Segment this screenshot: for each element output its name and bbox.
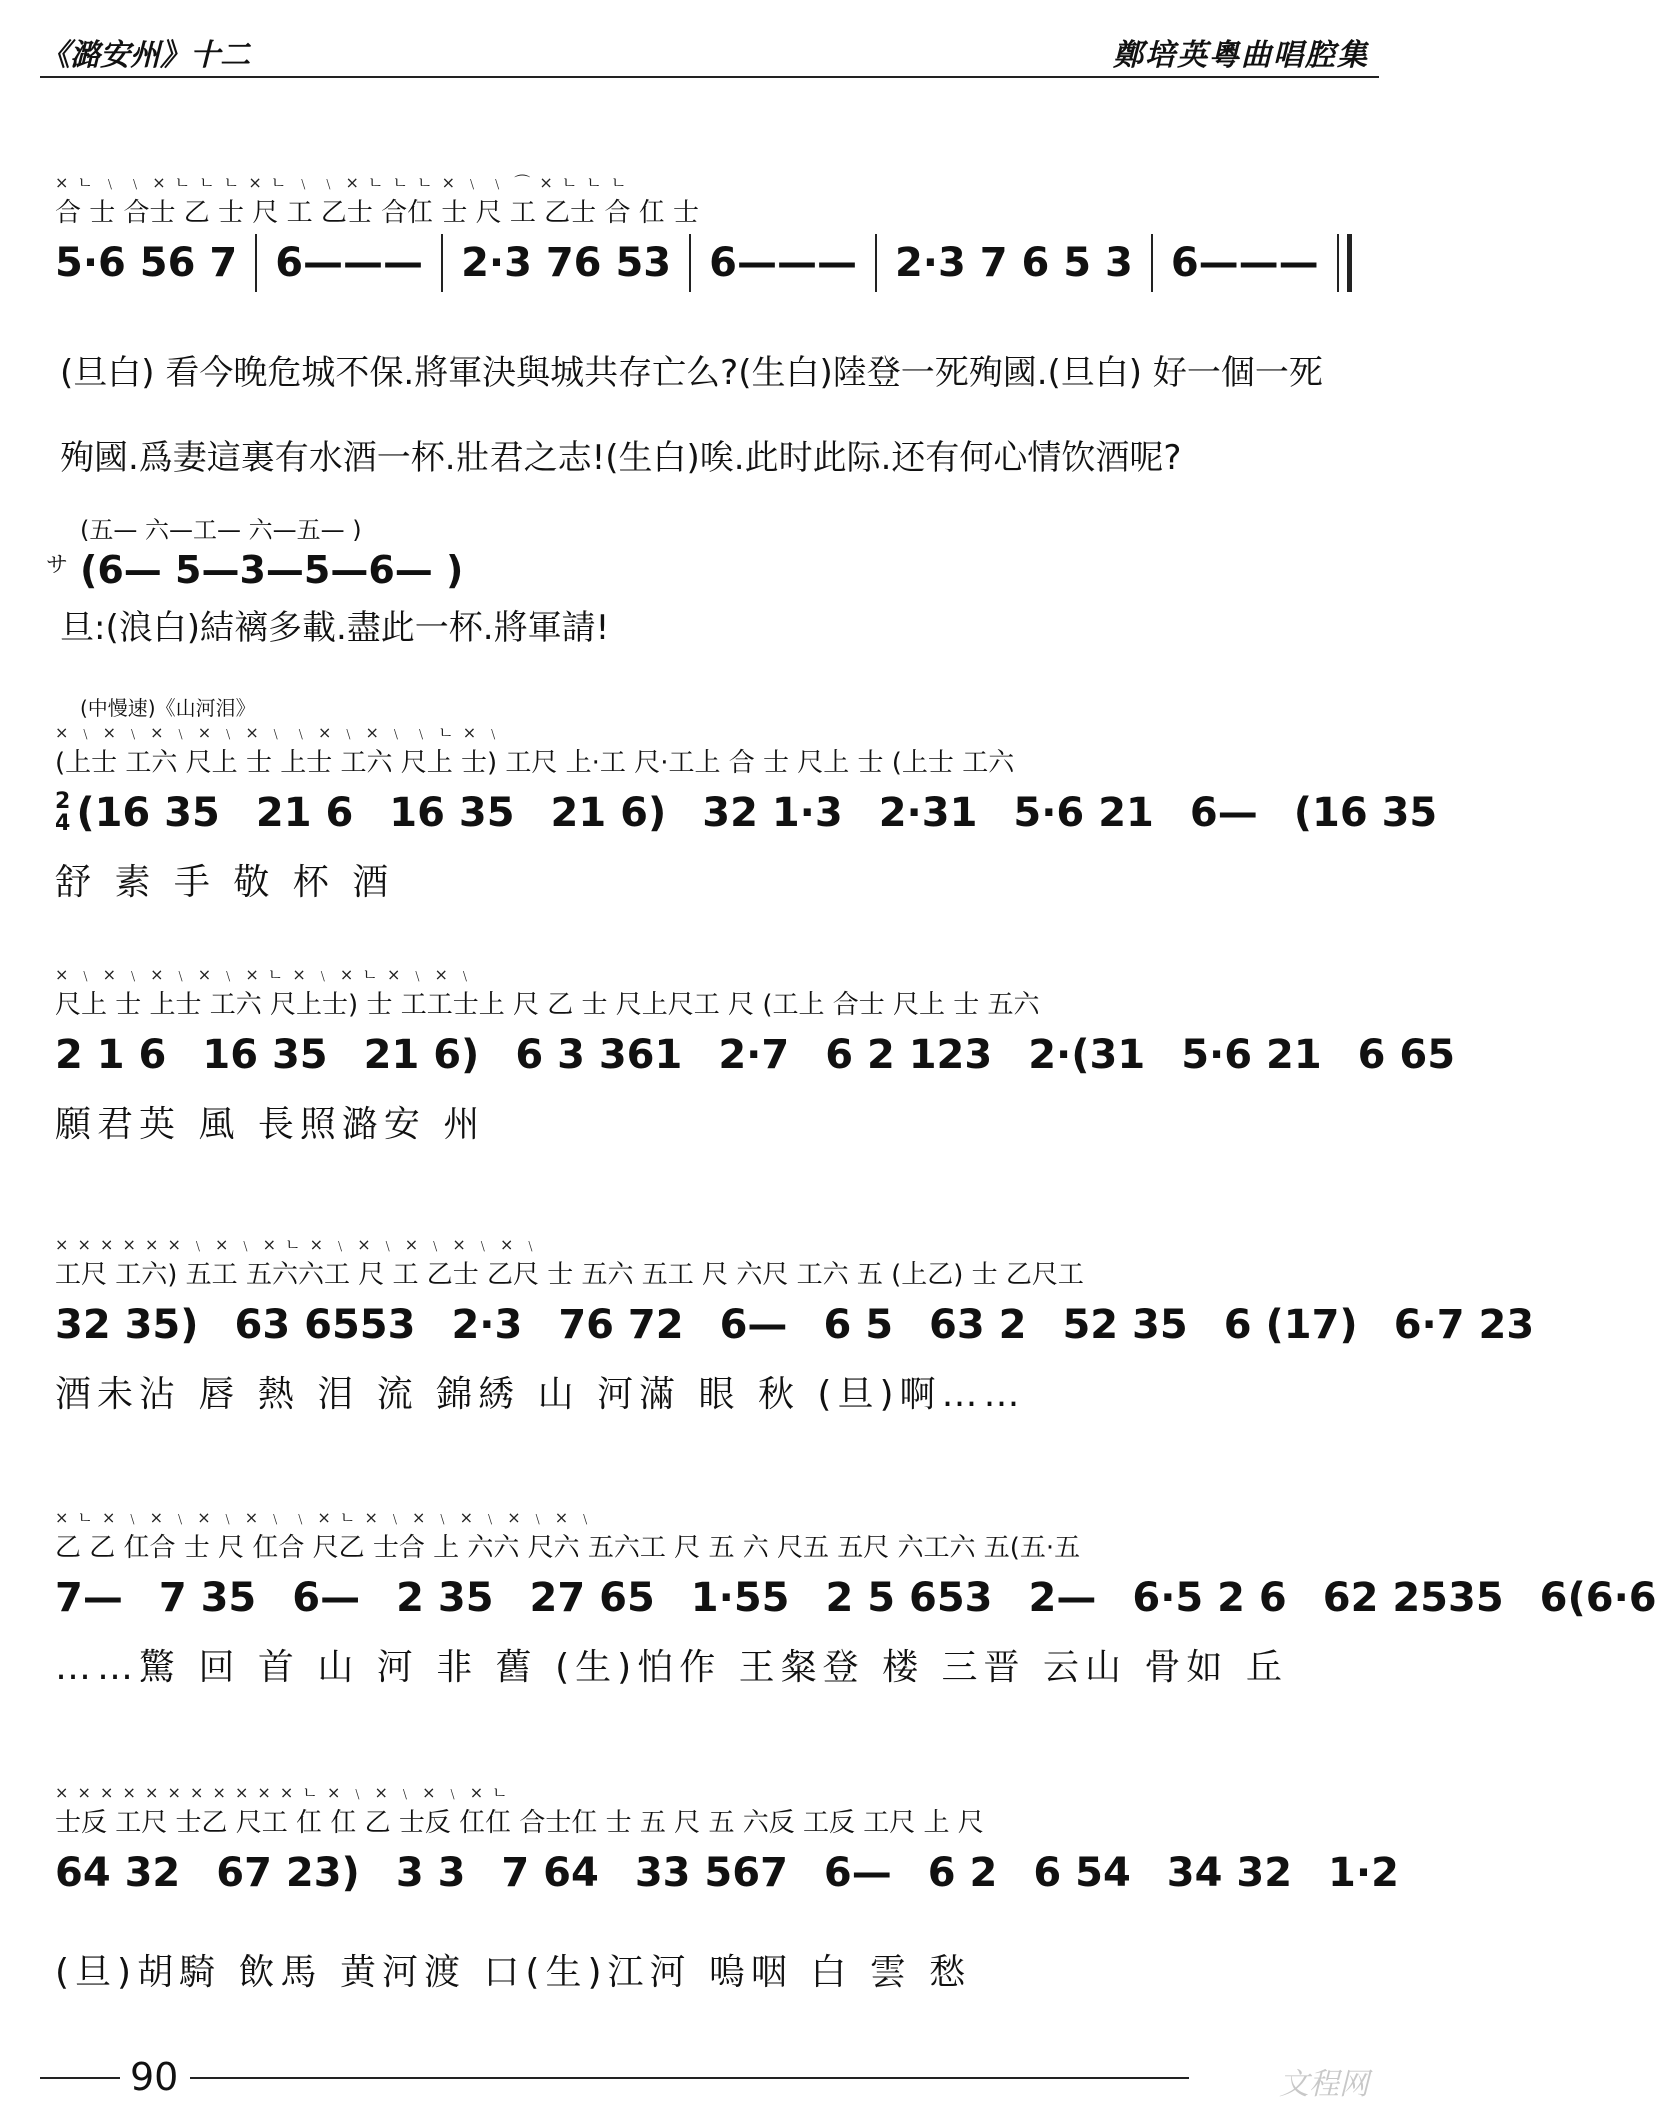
gongche-line-1: 合 士 合士 乙 士 尺 工 乙士 合仜 士 尺 工 乙士 合 仜 士 <box>55 198 699 228</box>
measure: 5·6 21 <box>1013 790 1154 836</box>
measure: 6— <box>1189 790 1258 836</box>
measure: 6— <box>292 1575 361 1621</box>
measure: 6 54 <box>1033 1850 1131 1896</box>
header-rule <box>40 76 1379 78</box>
measure: 21 6) <box>550 790 667 836</box>
lyrics-line-3: 願君英 風 長照潞安 州 <box>55 1104 486 1145</box>
measure: 27 65 <box>529 1575 655 1621</box>
intro-gongche: (五— 六—工— 六—五— ) <box>80 516 362 544</box>
measure: 2 5 653 <box>825 1575 993 1621</box>
header-title: 《潞安州》十二 <box>40 38 250 73</box>
measure: 21 6) <box>363 1032 480 1078</box>
time-signature: 2 4 <box>55 789 71 836</box>
footer-rule <box>190 2077 1189 2079</box>
gongche-line-4: 工尺 工六) 五工 五六六工 尺 工 乙士 乙尺 士 五六 五工 尺 六尺 工六 五 (上乙) 士 乙尺工 <box>55 1260 1084 1290</box>
measure: 6 3 361 <box>515 1032 683 1078</box>
measure: 5·6 21 <box>1181 1032 1322 1078</box>
sanban-mark: サ <box>46 553 69 578</box>
measure: 6 65 <box>1357 1032 1456 1078</box>
measure: 6 2 123 <box>825 1032 993 1078</box>
gongche-line-2: (上士 工六 尺上 士 上士 工六 尺上 士) 工尺 上·工 尺·工上 合 士 尺上 士 (上士 工六 <box>55 748 1015 778</box>
measure: 3 3 <box>395 1850 466 1896</box>
score-system-3: × ﹨ × ﹨ × ﹨ × ﹨ × ㄴ × ﹨ × ㄴ × ﹨ × ﹨ 尺上 士 上士 工六 尺上士) 士 工工士上 尺 乙 士 尺上尺工 尺 (工上 合士 尺上 士 五六 2 1 6 16 35 21 6) 6 3 361 2·7 6 2 123 2·(31 5·6 21 6 65 願君英 風 長照潞安 州 <box>55 962 1369 1156</box>
measure: 6(6·6 <box>1539 1575 1657 1621</box>
measure: 1·2 <box>1328 1850 1399 1896</box>
ornament-marks: × ㄴ ﹨ ﹨ × ㄴ ㄴ ㄴ × ㄴ ﹨ ﹨ × ㄴ ㄴ ㄴ × ﹨ ﹨ ⌒ × ㄴ ㄴ ㄴ <box>55 173 629 192</box>
lyrics-line-6: (旦)胡騎 飲馬 黄河渡 口(生)江河 嗚咽 白 雲 愁 <box>55 1952 972 1993</box>
measure: 7 64 <box>501 1850 599 1896</box>
footer-rule <box>40 2077 120 2079</box>
measure: 63 6553 <box>234 1302 416 1348</box>
measure: 6 5 <box>823 1302 894 1348</box>
measure: 6 2 <box>927 1850 998 1896</box>
dialogue-line-2: 殉國.爲妻這裏有水酒一杯.壯君之志!(生白)唉.此时此际.还有何心情饮酒呢? <box>60 438 1182 478</box>
measure: 33 567 <box>634 1850 788 1896</box>
gongche-line-6: 士反 工尺 士乙 尺工 仜 仜 乙 士反 仜仜 合士仜 士 五 尺 五 六反 工反 工尺 上 尺 <box>55 1808 984 1838</box>
measure: 16 35 <box>202 1032 328 1078</box>
measure: 21 6 <box>255 790 354 836</box>
book-title: 鄭培英粵曲唱腔集 <box>1113 38 1369 73</box>
watermark: 文程网 <box>1279 2067 1369 2102</box>
measure: 2 35 <box>396 1575 494 1621</box>
measure: 6·5 2 6 <box>1132 1575 1287 1621</box>
measure: 7 35 <box>158 1575 257 1621</box>
measure: (16 35 <box>76 790 220 836</box>
measure: 76 72 <box>558 1302 684 1348</box>
measure: 6— <box>823 1850 892 1896</box>
measure: 2·3 <box>451 1302 523 1348</box>
gongche-line-3: 尺上 士 上士 工六 尺上士) 士 工工士上 尺 乙 士 尺上尺工 尺 (工上 合士 尺上 士 五六 <box>55 990 1040 1020</box>
measure: 2 1 6 <box>55 1032 167 1078</box>
measure: 7— <box>55 1575 123 1621</box>
notation-line-2 <box>55 782 1438 844</box>
measure: 6— <box>719 1302 788 1348</box>
measure: 52 35 <box>1062 1302 1188 1348</box>
notation-line-5 <box>55 1567 1657 1629</box>
measure: 6 (17) <box>1223 1302 1358 1348</box>
page-number: 90 <box>130 2055 179 2099</box>
score-system-1 <box>55 170 1369 294</box>
measure: 6——— <box>709 240 857 286</box>
measure: 67 23) <box>216 1850 360 1896</box>
measure: 1·55 <box>690 1575 790 1621</box>
tempo-marking: (中慢速)《山河泪》 <box>80 696 256 720</box>
measure: 34 32 <box>1166 1850 1293 1896</box>
measure: 32 1·3 <box>702 790 843 836</box>
measure: 6——— <box>275 240 424 286</box>
lyrics-line-2: 舒 素 手 敬 杯 酒 <box>55 862 395 903</box>
measure: 2— <box>1028 1575 1097 1621</box>
measure: (16 35 <box>1293 790 1438 836</box>
measure: 2·(31 <box>1028 1032 1146 1078</box>
notation-line-1 <box>55 232 1369 294</box>
measure: 5·6 56 7 <box>55 240 238 286</box>
measure: 2·7 <box>718 1032 790 1078</box>
measure: 16 35 <box>389 790 515 836</box>
measure: 2·3 76 53 <box>461 240 672 286</box>
intro-dialogue: 旦:(浪白)結褵多載.盡此一杯.將軍請! <box>60 608 610 648</box>
measure: 64 32 <box>55 1850 181 1896</box>
dialogue-line-1: (旦白) 看今晚危城不保.將軍決與城共存亡么?(生白)陸登一死殉國.(旦白) 好一個一死 <box>60 353 1323 393</box>
measure: 2·31 <box>878 790 978 836</box>
measure: 63 2 <box>929 1302 1027 1348</box>
measure: 62 2535 <box>1322 1575 1504 1621</box>
score-system-5: × ㄴ × ﹨ × ﹨ × ﹨ × ﹨ ﹨ × ㄴ × ﹨ × ﹨ × ﹨ × ﹨ × ﹨ 乙 乙 仜合 士 尺 仜合 尺乙 士合 上 六六 尺六 五六工 尺 五 六 尺五 五尺 六工六 五(五·五 7— 7 35 6— 2 35 27 65 1·55 2 5 653 2— 6·5 2 6 62 2535 6(6·6 ……驚 回 首 山 河 非 舊 (生)怕作 王粲登 楼 三晋 云山 骨如 丘 <box>55 1505 1369 1699</box>
notation-line-4 <box>55 1294 1535 1356</box>
measure: 32 35) <box>55 1302 199 1348</box>
page-footer <box>40 2055 1369 2102</box>
measure: 6——— <box>1170 240 1319 286</box>
gongche-line-5: 乙 乙 仜合 士 尺 仜合 尺乙 士合 上 六六 尺六 五六工 尺 五 六 尺五 五尺 六工六 五(五·五 <box>55 1533 1081 1563</box>
measure: 2·3 7 6 5 3 <box>894 240 1133 286</box>
intro-notation: (6— 5—3—5—6— ) <box>80 548 464 592</box>
score-system-6: × × × × × × × × × × × ㄴ × ﹨ × ﹨ × ﹨ × ㄴ 士反 工尺 士乙 尺工 仜 仜 乙 士反 仜仜 合士仜 士 五 尺 五 六反 工反 工尺 上 尺 64 32 67 23) 3 3 7 64 33 567 6— 6 2 6 54 34 32 1·2 (旦)胡騎 飲馬 黄河渡 口(生)江河 嗚咽 白 雲 愁 <box>55 1780 1369 2004</box>
notation-line-6 <box>55 1842 1399 1904</box>
notation-line-3 <box>55 1024 1456 1086</box>
measure: 6·7 23 <box>1393 1302 1535 1348</box>
lyrics-line-5: ……驚 回 首 山 河 非 舊 (生)怕作 王粲登 楼 三晋 云山 骨如 丘 <box>55 1647 1288 1688</box>
score-system-4: × × × × × × ﹨ × ﹨ × ㄴ × ﹨ × ﹨ × ﹨ × ﹨ × ﹨ 工尺 工六) 五工 五六六工 尺 工 乙士 乙尺 士 五六 五工 尺 六尺 工六 五 (上乙) 士 乙尺工 32 35) 63 6553 2·3 76 72 6— 6 5 63 2 52 35 6 (17) 6·7 23 酒未沾 唇 熱 泪 流 錦綉 山 河滿 眼 秋 (旦)啊…… <box>55 1232 1369 1426</box>
score-system-2: × ﹨ × ﹨ × ﹨ × ﹨ × ﹨ ﹨ × ﹨ × ﹨ ﹨ ㄴ × ﹨ (上士 工六 尺上 士 上士 工六 尺上 士) 工尺 上·工 尺·工上 合 士 尺上 士 (上士 工六 2 4 (16 35 21 6 16 35 21 6) 32 1·3 2·31 5·6 21 6— (16 35 舒 素 手 敬 杯 酒 <box>55 720 1369 914</box>
lyrics-line-4: 酒未沾 唇 熱 泪 流 錦綉 山 河滿 眼 秋 (旦)啊…… <box>55 1374 1026 1415</box>
